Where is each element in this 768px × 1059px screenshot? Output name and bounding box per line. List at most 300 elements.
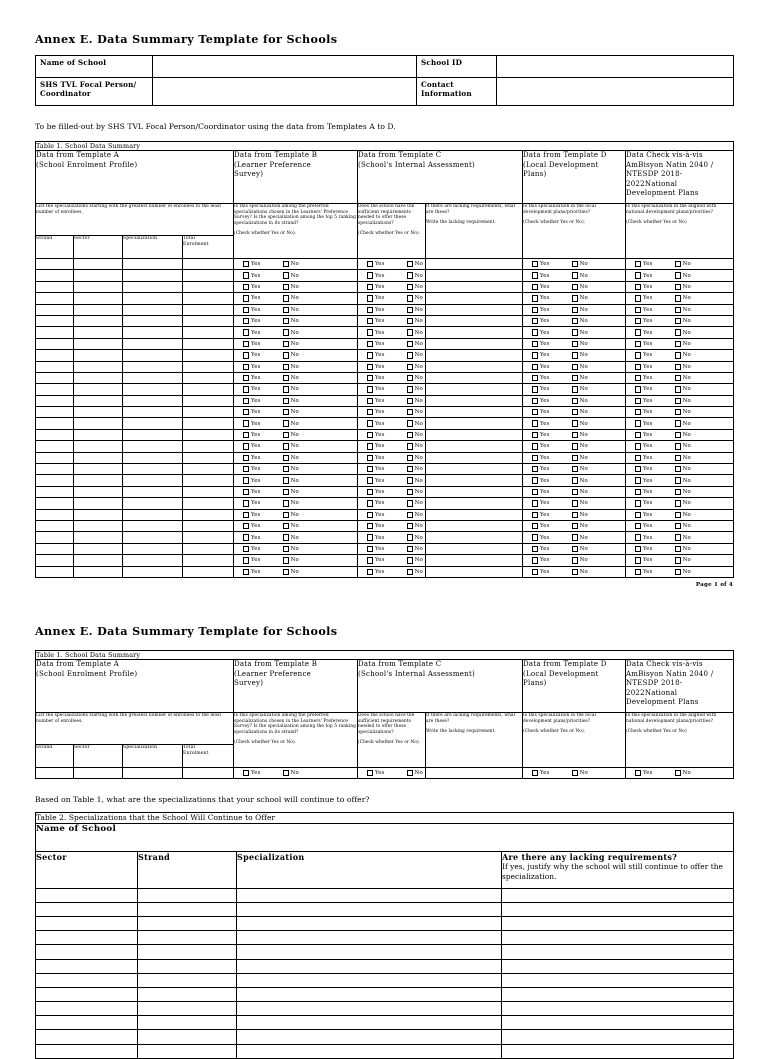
checkbox-icon[interactable] [243, 284, 249, 290]
checkbox-yes-data-check[interactable] [635, 364, 653, 370]
checkbox-icon[interactable] [635, 375, 641, 381]
checkbox-yes-template-c[interactable] [367, 466, 385, 472]
checkbox-icon[interactable] [675, 272, 681, 278]
checkbox-icon[interactable] [572, 409, 578, 415]
checkbox-icon[interactable] [572, 352, 578, 358]
checkbox-yes-data-check[interactable] [635, 409, 653, 415]
cell-strand[interactable] [36, 384, 74, 395]
checkbox-no-template-c[interactable] [407, 364, 423, 370]
checkbox-no-template-d[interactable] [572, 329, 588, 335]
cell-specialization[interactable] [123, 768, 183, 779]
checkbox-icon[interactable] [367, 534, 373, 540]
checkbox-yes-template-d[interactable] [532, 318, 550, 324]
checkbox-no-template-d[interactable] [572, 455, 588, 461]
checkbox-yes-template-b[interactable] [243, 386, 261, 392]
cell-specialization[interactable] [123, 407, 183, 418]
checkbox-icon[interactable] [243, 455, 249, 461]
checkbox-icon[interactable] [572, 295, 578, 301]
checkbox-icon[interactable] [283, 523, 289, 529]
checkbox-icon[interactable] [572, 307, 578, 313]
checkbox-yes-data-check[interactable] [635, 420, 653, 426]
checkbox-icon[interactable] [532, 420, 538, 426]
checkbox-icon[interactable] [572, 398, 578, 404]
checkbox-yes-template-d[interactable] [532, 534, 550, 540]
checkbox-yes-template-c[interactable] [367, 272, 385, 278]
checkbox-icon[interactable] [532, 341, 538, 347]
checkbox-yes-template-d[interactable] [532, 500, 550, 506]
checkbox-icon[interactable] [572, 512, 578, 518]
cell-sector[interactable] [74, 486, 123, 497]
checkbox-no-template-b[interactable] [283, 272, 299, 278]
checkbox-no-template-b[interactable] [283, 443, 299, 449]
cell-lacking-requirement[interactable] [426, 452, 523, 463]
checkbox-icon[interactable] [243, 375, 249, 381]
checkbox-yes-data-check[interactable] [635, 489, 653, 495]
checkbox-icon[interactable] [532, 261, 538, 267]
checkbox-no-data-check[interactable] [675, 534, 691, 540]
checkbox-yes-template-b[interactable] [243, 341, 261, 347]
cell-lacking-requirement[interactable] [426, 429, 523, 440]
checkbox-no-template-c[interactable] [407, 569, 423, 575]
checkbox-yes-template-d[interactable] [532, 364, 550, 370]
checkbox-icon[interactable] [572, 523, 578, 529]
checkbox-icon[interactable] [635, 364, 641, 370]
cell-total-enrolment[interactable] [183, 566, 234, 577]
checkbox-icon[interactable] [635, 546, 641, 552]
checkbox-no-template-d[interactable] [572, 295, 588, 301]
checkbox-icon[interactable] [407, 386, 413, 392]
cell-specialization[interactable] [123, 464, 183, 475]
checkbox-yes-template-d[interactable] [532, 386, 550, 392]
focal-person-value[interactable] [153, 78, 417, 106]
checkbox-no-data-check[interactable] [675, 770, 691, 776]
cell-total-enrolment[interactable] [183, 350, 234, 361]
checkbox-yes-data-check[interactable] [635, 329, 653, 335]
checkbox-icon[interactable] [635, 341, 641, 347]
checkbox-no-template-d[interactable] [572, 534, 588, 540]
checkbox-icon[interactable] [407, 375, 413, 381]
checkbox-icon[interactable] [407, 569, 413, 575]
cell-specialization[interactable] [123, 281, 183, 292]
checkbox-yes-template-b[interactable] [243, 420, 261, 426]
checkbox-icon[interactable] [532, 512, 538, 518]
checkbox-no-data-check[interactable] [675, 284, 691, 290]
cell-lacking-requirement[interactable] [426, 361, 523, 372]
cell-total-enrolment[interactable] [183, 498, 234, 509]
cell-lacking-requirement[interactable] [426, 441, 523, 452]
checkbox-no-template-b[interactable] [283, 329, 299, 335]
checkbox-icon[interactable] [675, 466, 681, 472]
checkbox-yes-template-b[interactable] [243, 770, 261, 776]
cell-lacking-requirement[interactable] [426, 475, 523, 486]
cell-total-enrolment[interactable] [183, 259, 234, 270]
checkbox-icon[interactable] [407, 329, 413, 335]
checkbox-icon[interactable] [407, 261, 413, 267]
checkbox-icon[interactable] [635, 432, 641, 438]
checkbox-icon[interactable] [635, 284, 641, 290]
cell-total-enrolment[interactable] [183, 418, 234, 429]
checkbox-no-data-check[interactable] [675, 329, 691, 335]
checkbox-yes-data-check[interactable] [635, 477, 653, 483]
checkbox-yes-template-c[interactable] [367, 261, 385, 267]
cell-total-enrolment[interactable] [183, 270, 234, 281]
checkbox-yes-template-c[interactable] [367, 523, 385, 529]
checkbox-icon[interactable] [572, 500, 578, 506]
checkbox-no-data-check[interactable] [675, 261, 691, 267]
checkbox-yes-template-d[interactable] [532, 409, 550, 415]
checkbox-no-template-c[interactable] [407, 272, 423, 278]
checkbox-icon[interactable] [572, 466, 578, 472]
checkbox-yes-template-c[interactable] [367, 500, 385, 506]
cell-strand[interactable] [36, 543, 74, 554]
checkbox-icon[interactable] [283, 272, 289, 278]
cell-specialization[interactable] [123, 350, 183, 361]
cell-specialization[interactable] [123, 293, 183, 304]
cell-strand[interactable] [36, 315, 74, 326]
checkbox-yes-template-c[interactable] [367, 546, 385, 552]
cell-sector[interactable] [74, 315, 123, 326]
checkbox-no-template-c[interactable] [407, 523, 423, 529]
checkbox-yes-template-d[interactable] [532, 546, 550, 552]
checkbox-icon[interactable] [367, 432, 373, 438]
checkbox-icon[interactable] [675, 534, 681, 540]
checkbox-icon[interactable] [283, 557, 289, 563]
checkbox-yes-data-check[interactable] [635, 455, 653, 461]
cell-sector[interactable] [74, 395, 123, 406]
cell-strand[interactable] [138, 973, 237, 987]
checkbox-icon[interactable] [283, 443, 289, 449]
checkbox-icon[interactable] [283, 386, 289, 392]
checkbox-icon[interactable] [283, 295, 289, 301]
checkbox-icon[interactable] [283, 512, 289, 518]
checkbox-icon[interactable] [407, 432, 413, 438]
checkbox-icon[interactable] [243, 398, 249, 404]
cell-specialization[interactable] [237, 973, 502, 987]
checkbox-no-template-d[interactable] [572, 500, 588, 506]
checkbox-no-data-check[interactable] [675, 341, 691, 347]
checkbox-no-data-check[interactable] [675, 432, 691, 438]
cell-strand[interactable] [36, 304, 74, 315]
checkbox-yes-template-d[interactable] [532, 569, 550, 575]
cell-lacking-requirement[interactable] [426, 509, 523, 520]
checkbox-icon[interactable] [367, 443, 373, 449]
cell-specialization[interactable] [123, 475, 183, 486]
checkbox-icon[interactable] [283, 307, 289, 313]
checkbox-icon[interactable] [407, 284, 413, 290]
cell-specialization[interactable] [123, 509, 183, 520]
cell-lacking-requirements[interactable] [502, 945, 734, 959]
cell-strand[interactable] [138, 1044, 237, 1058]
cell-total-enrolment[interactable] [183, 293, 234, 304]
cell-lacking-requirement[interactable] [426, 464, 523, 475]
checkbox-icon[interactable] [635, 398, 641, 404]
checkbox-no-template-b[interactable] [283, 398, 299, 404]
cell-specialization[interactable] [123, 395, 183, 406]
cell-lacking-requirement[interactable] [426, 281, 523, 292]
checkbox-icon[interactable] [243, 318, 249, 324]
checkbox-icon[interactable] [532, 770, 538, 776]
checkbox-no-data-check[interactable] [675, 398, 691, 404]
checkbox-no-template-d[interactable] [572, 466, 588, 472]
checkbox-icon[interactable] [367, 557, 373, 563]
checkbox-icon[interactable] [243, 272, 249, 278]
checkbox-yes-template-d[interactable] [532, 557, 550, 563]
checkbox-no-template-c[interactable] [407, 261, 423, 267]
checkbox-yes-template-b[interactable] [243, 364, 261, 370]
checkbox-yes-template-d[interactable] [532, 455, 550, 461]
cell-total-enrolment[interactable] [183, 555, 234, 566]
checkbox-icon[interactable] [367, 261, 373, 267]
checkbox-yes-template-d[interactable] [532, 295, 550, 301]
checkbox-icon[interactable] [407, 318, 413, 324]
checkbox-no-template-b[interactable] [283, 341, 299, 347]
checkbox-icon[interactable] [243, 386, 249, 392]
cell-specialization[interactable] [123, 566, 183, 577]
cell-strand[interactable] [36, 350, 74, 361]
checkbox-no-template-b[interactable] [283, 770, 299, 776]
checkbox-icon[interactable] [367, 352, 373, 358]
checkbox-yes-data-check[interactable] [635, 770, 653, 776]
checkbox-icon[interactable] [367, 375, 373, 381]
checkbox-icon[interactable] [243, 534, 249, 540]
checkbox-icon[interactable] [675, 318, 681, 324]
cell-sector[interactable] [74, 509, 123, 520]
checkbox-no-template-b[interactable] [283, 261, 299, 267]
checkbox-no-template-c[interactable] [407, 398, 423, 404]
cell-specialization[interactable] [123, 486, 183, 497]
checkbox-no-template-c[interactable] [407, 500, 423, 506]
checkbox-icon[interactable] [532, 398, 538, 404]
checkbox-icon[interactable] [243, 432, 249, 438]
checkbox-icon[interactable] [572, 477, 578, 483]
checkbox-icon[interactable] [572, 770, 578, 776]
checkbox-no-template-d[interactable] [572, 364, 588, 370]
cell-lacking-requirement[interactable] [426, 350, 523, 361]
checkbox-icon[interactable] [532, 557, 538, 563]
checkbox-icon[interactable] [243, 512, 249, 518]
cell-total-enrolment[interactable] [183, 464, 234, 475]
cell-strand[interactable] [36, 509, 74, 520]
cell-lacking-requirement[interactable] [426, 372, 523, 383]
checkbox-yes-template-b[interactable] [243, 409, 261, 415]
cell-strand[interactable] [36, 520, 74, 531]
cell-strand[interactable] [36, 361, 74, 372]
checkbox-yes-data-check[interactable] [635, 318, 653, 324]
checkbox-icon[interactable] [675, 284, 681, 290]
checkbox-yes-template-b[interactable] [243, 557, 261, 563]
cell-specialization[interactable] [123, 520, 183, 531]
cell-specialization[interactable] [237, 888, 502, 902]
checkbox-yes-template-b[interactable] [243, 329, 261, 335]
checkbox-no-template-b[interactable] [283, 477, 299, 483]
cell-sector[interactable] [74, 768, 123, 779]
checkbox-icon[interactable] [635, 477, 641, 483]
cell-lacking-requirement[interactable] [426, 395, 523, 406]
cell-lacking-requirement[interactable] [426, 555, 523, 566]
cell-specialization[interactable] [237, 987, 502, 1001]
checkbox-no-template-d[interactable] [572, 318, 588, 324]
checkbox-icon[interactable] [283, 546, 289, 552]
checkbox-icon[interactable] [283, 432, 289, 438]
cell-total-enrolment[interactable] [183, 281, 234, 292]
checkbox-icon[interactable] [407, 420, 413, 426]
checkbox-icon[interactable] [532, 318, 538, 324]
checkbox-icon[interactable] [675, 352, 681, 358]
cell-sector[interactable] [74, 520, 123, 531]
checkbox-no-template-b[interactable] [283, 364, 299, 370]
checkbox-icon[interactable] [572, 364, 578, 370]
checkbox-icon[interactable] [572, 420, 578, 426]
checkbox-no-template-d[interactable] [572, 398, 588, 404]
checkbox-icon[interactable] [407, 455, 413, 461]
checkbox-icon[interactable] [675, 546, 681, 552]
cell-sector[interactable] [74, 350, 123, 361]
cell-total-enrolment[interactable] [183, 475, 234, 486]
checkbox-no-data-check[interactable] [675, 420, 691, 426]
cell-lacking-requirement[interactable] [426, 384, 523, 395]
checkbox-yes-template-b[interactable] [243, 569, 261, 575]
checkbox-yes-data-check[interactable] [635, 352, 653, 358]
checkbox-yes-template-c[interactable] [367, 329, 385, 335]
cell-total-enrolment[interactable] [183, 327, 234, 338]
cell-strand[interactable] [36, 555, 74, 566]
checkbox-no-template-d[interactable] [572, 489, 588, 495]
cell-sector[interactable] [74, 361, 123, 372]
checkbox-icon[interactable] [283, 318, 289, 324]
checkbox-icon[interactable] [283, 534, 289, 540]
checkbox-yes-template-c[interactable] [367, 307, 385, 313]
checkbox-icon[interactable] [243, 307, 249, 313]
checkbox-yes-template-d[interactable] [532, 489, 550, 495]
checkbox-yes-template-d[interactable] [532, 341, 550, 347]
cell-sector[interactable] [74, 464, 123, 475]
cell-sector[interactable] [74, 429, 123, 440]
cell-total-enrolment[interactable] [183, 509, 234, 520]
checkbox-icon[interactable] [675, 295, 681, 301]
checkbox-no-data-check[interactable] [675, 295, 691, 301]
cell-strand[interactable] [36, 532, 74, 543]
cell-lacking-requirements[interactable] [502, 1030, 734, 1044]
checkbox-no-template-d[interactable] [572, 512, 588, 518]
checkbox-icon[interactable] [243, 770, 249, 776]
checkbox-icon[interactable] [532, 500, 538, 506]
cell-specialization[interactable] [123, 441, 183, 452]
checkbox-yes-template-c[interactable] [367, 295, 385, 301]
checkbox-icon[interactable] [572, 534, 578, 540]
cell-specialization[interactable] [237, 945, 502, 959]
checkbox-no-template-b[interactable] [283, 409, 299, 415]
checkbox-icon[interactable] [675, 443, 681, 449]
checkbox-yes-template-b[interactable] [243, 489, 261, 495]
checkbox-icon[interactable] [407, 477, 413, 483]
checkbox-icon[interactable] [572, 284, 578, 290]
checkbox-no-data-check[interactable] [675, 466, 691, 472]
checkbox-no-data-check[interactable] [675, 546, 691, 552]
checkbox-icon[interactable] [367, 420, 373, 426]
checkbox-icon[interactable] [532, 443, 538, 449]
checkbox-no-template-c[interactable] [407, 489, 423, 495]
cell-specialization[interactable] [123, 372, 183, 383]
checkbox-icon[interactable] [572, 557, 578, 563]
checkbox-no-data-check[interactable] [675, 375, 691, 381]
checkbox-icon[interactable] [283, 398, 289, 404]
checkbox-yes-template-d[interactable] [532, 420, 550, 426]
cell-strand[interactable] [138, 916, 237, 930]
checkbox-icon[interactable] [532, 477, 538, 483]
cell-specialization[interactable] [237, 1044, 502, 1058]
checkbox-no-data-check[interactable] [675, 272, 691, 278]
checkbox-no-template-d[interactable] [572, 284, 588, 290]
checkbox-icon[interactable] [283, 284, 289, 290]
cell-lacking-requirement[interactable] [426, 407, 523, 418]
cell-sector[interactable] [74, 327, 123, 338]
cell-sector[interactable] [74, 281, 123, 292]
cell-strand[interactable] [138, 888, 237, 902]
checkbox-no-template-c[interactable] [407, 329, 423, 335]
checkbox-icon[interactable] [407, 398, 413, 404]
checkbox-no-template-c[interactable] [407, 295, 423, 301]
checkbox-icon[interactable] [635, 770, 641, 776]
checkbox-icon[interactable] [572, 489, 578, 495]
checkbox-yes-template-d[interactable] [532, 375, 550, 381]
cell-specialization[interactable] [123, 270, 183, 281]
cell-sector[interactable] [74, 259, 123, 270]
checkbox-icon[interactable] [532, 534, 538, 540]
checkbox-icon[interactable] [635, 420, 641, 426]
checkbox-no-template-d[interactable] [572, 341, 588, 347]
checkbox-no-data-check[interactable] [675, 443, 691, 449]
checkbox-yes-data-check[interactable] [635, 375, 653, 381]
checkbox-icon[interactable] [532, 364, 538, 370]
checkbox-no-data-check[interactable] [675, 557, 691, 563]
checkbox-no-template-b[interactable] [283, 569, 299, 575]
checkbox-icon[interactable] [635, 569, 641, 575]
checkbox-yes-template-d[interactable] [532, 466, 550, 472]
checkbox-no-data-check[interactable] [675, 523, 691, 529]
checkbox-icon[interactable] [367, 386, 373, 392]
checkbox-icon[interactable] [635, 272, 641, 278]
checkbox-yes-template-d[interactable] [532, 443, 550, 449]
checkbox-icon[interactable] [407, 409, 413, 415]
checkbox-yes-data-check[interactable] [635, 398, 653, 404]
checkbox-yes-template-b[interactable] [243, 443, 261, 449]
checkbox-icon[interactable] [283, 477, 289, 483]
checkbox-no-data-check[interactable] [675, 307, 691, 313]
cell-strand[interactable] [138, 959, 237, 973]
cell-sector[interactable] [74, 418, 123, 429]
checkbox-yes-template-b[interactable] [243, 477, 261, 483]
checkbox-yes-template-c[interactable] [367, 489, 385, 495]
checkbox-no-template-c[interactable] [407, 386, 423, 392]
checkbox-icon[interactable] [243, 500, 249, 506]
checkbox-icon[interactable] [635, 500, 641, 506]
checkbox-icon[interactable] [243, 352, 249, 358]
cell-lacking-requirement[interactable] [426, 304, 523, 315]
checkbox-no-template-b[interactable] [283, 455, 299, 461]
checkbox-icon[interactable] [572, 455, 578, 461]
checkbox-icon[interactable] [407, 466, 413, 472]
checkbox-icon[interactable] [367, 455, 373, 461]
checkbox-icon[interactable] [283, 341, 289, 347]
checkbox-yes-template-c[interactable] [367, 341, 385, 347]
cell-sector[interactable] [36, 1030, 138, 1044]
checkbox-icon[interactable] [367, 307, 373, 313]
checkbox-icon[interactable] [572, 546, 578, 552]
checkbox-yes-template-c[interactable] [367, 477, 385, 483]
checkbox-yes-template-c[interactable] [367, 420, 385, 426]
checkbox-icon[interactable] [283, 329, 289, 335]
checkbox-no-data-check[interactable] [675, 477, 691, 483]
